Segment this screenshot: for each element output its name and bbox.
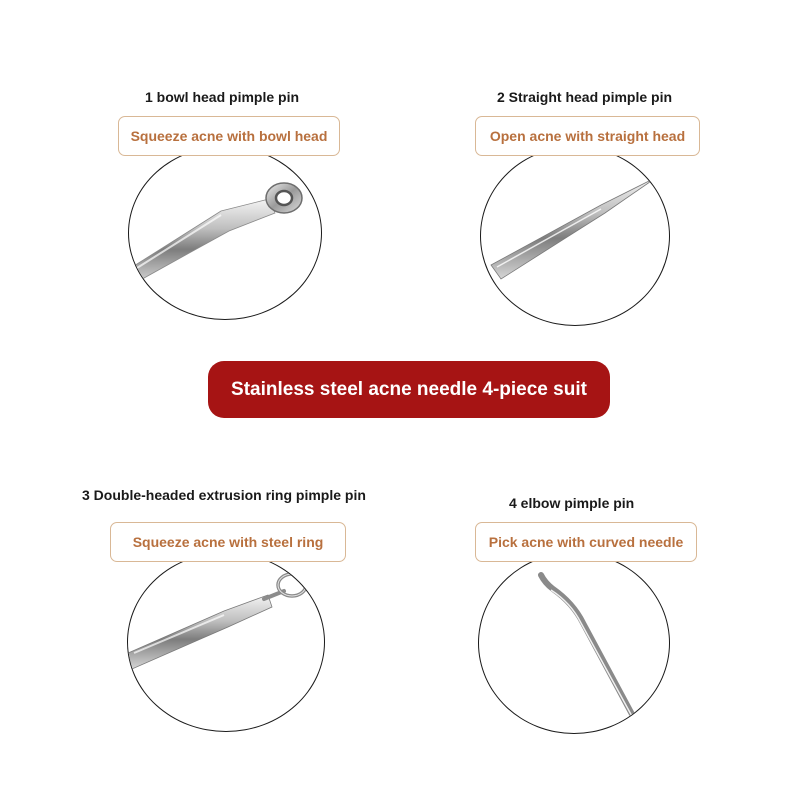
straight-head-pin-icon [481, 147, 669, 325]
item-label: Squeeze acne with bowl head [118, 116, 340, 156]
item-title: 3 Double-headed extrusion ring pimple pin [82, 487, 366, 503]
item-image-circle [478, 552, 670, 734]
item-image-circle [128, 146, 322, 320]
item-title: 4 elbow pimple pin [509, 495, 635, 511]
ring-head-pin-icon [128, 553, 324, 731]
item-image-circle [480, 146, 670, 326]
item-label: Squeeze acne with steel ring [110, 522, 346, 562]
item-title: 1 bowl head pimple pin [145, 89, 300, 105]
item-label: Pick acne with curved needle [475, 522, 697, 562]
curved-needle-pin-icon [479, 553, 669, 733]
item-image-circle [127, 552, 325, 732]
item-title: 2 Straight head pimple pin [497, 89, 673, 105]
item-label: Open acne with straight head [475, 116, 700, 156]
bowl-head-pin-icon [129, 147, 321, 319]
product-banner: Stainless steel acne needle 4-piece suit [208, 361, 610, 418]
